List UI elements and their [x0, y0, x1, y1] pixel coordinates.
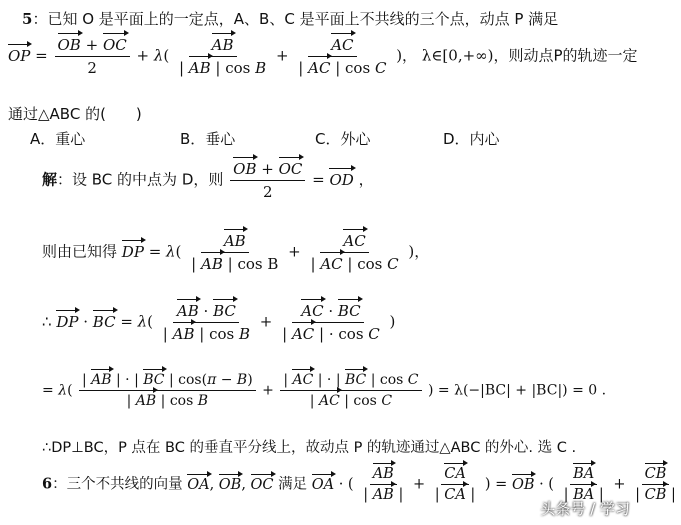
problem-5-line-3: 通过△ABC 的( )	[8, 105, 142, 123]
solution-label: 解	[42, 170, 58, 189]
problem-5-stem-cont: ，则动点P的轨迹一定	[493, 46, 638, 65]
option-a: A．重心	[30, 130, 86, 148]
problem-5-stem: ：已知 O 是平面上的一定点，A、B、C 是平面上不共线的三个点，动点 P 满足	[32, 10, 559, 28]
option-c: C．外心	[315, 130, 371, 148]
problem-6-number: 6	[42, 475, 53, 493]
expansion-result: = λ(−|BC| + |BC|) = 0 .	[437, 382, 607, 399]
solution-known: 则由已知得 DP = λ( $\frac{AB}{\text{| AB | cos B}}$ + $\frac{AC}{\text{| AC | cos C}}$ )，	[42, 232, 430, 273]
problem-5-formula: OP = $\frac{OB + OC}{2}$ + λ( $\frac{AB}{\text{| AB | cos B}}$ + $\frac{AC}{\text{| AC | cos C}}$ )， λ∈[0,+∞)，则动点P的轨迹一定	[8, 36, 638, 77]
problem-6: 6：三个不共线的向量 OA, OB, OC 满足 OA · ( $\frac{AB}{| AB |}$ + $\frac{CA}{| CA |}$ ) = OB · ( $\frac{BA}{| BA |}$ + $\frac{CB}{| CB |}$	[42, 466, 676, 503]
solution-intro: 解：设 BC 的中点为 D，则 $\frac{OB + OC}{2}$ = OD ，	[42, 160, 374, 201]
solution-dot-product: ∴ DP · BC = λ( $\frac{AB \cdot BC}{\text{| AB | cos B}}$ + $\frac{AC \cdot BC}{\text{| AC | · cos C}}$ )	[42, 302, 396, 343]
solution-expansion: = λ( $\frac{| AB | \cdot | BC | \cos(\pi - B)}{\text{| AB | cos B}}$ + $\frac{\text{| AC | · | BC | cos C}}{\text{| AC | cos C}}$ ) = λ(−|BC| + |BC|) = 0 .	[42, 372, 607, 409]
problem-5-line-1	[22, 8, 558, 29]
watermark: 头条号 / 学习	[540, 500, 630, 518]
option-b: B．垂心	[180, 130, 236, 148]
option-d: D．内心	[443, 130, 500, 148]
lambda-range: λ∈[0,+∞)	[421, 46, 494, 65]
solution-conclusion: ∴DP⊥BC，P 点在 BC 的垂直平分线上，故动点 P 的轨迹通过△ABC 的外心. 选 C .	[42, 440, 577, 456]
problem-number: 5	[22, 10, 33, 28]
